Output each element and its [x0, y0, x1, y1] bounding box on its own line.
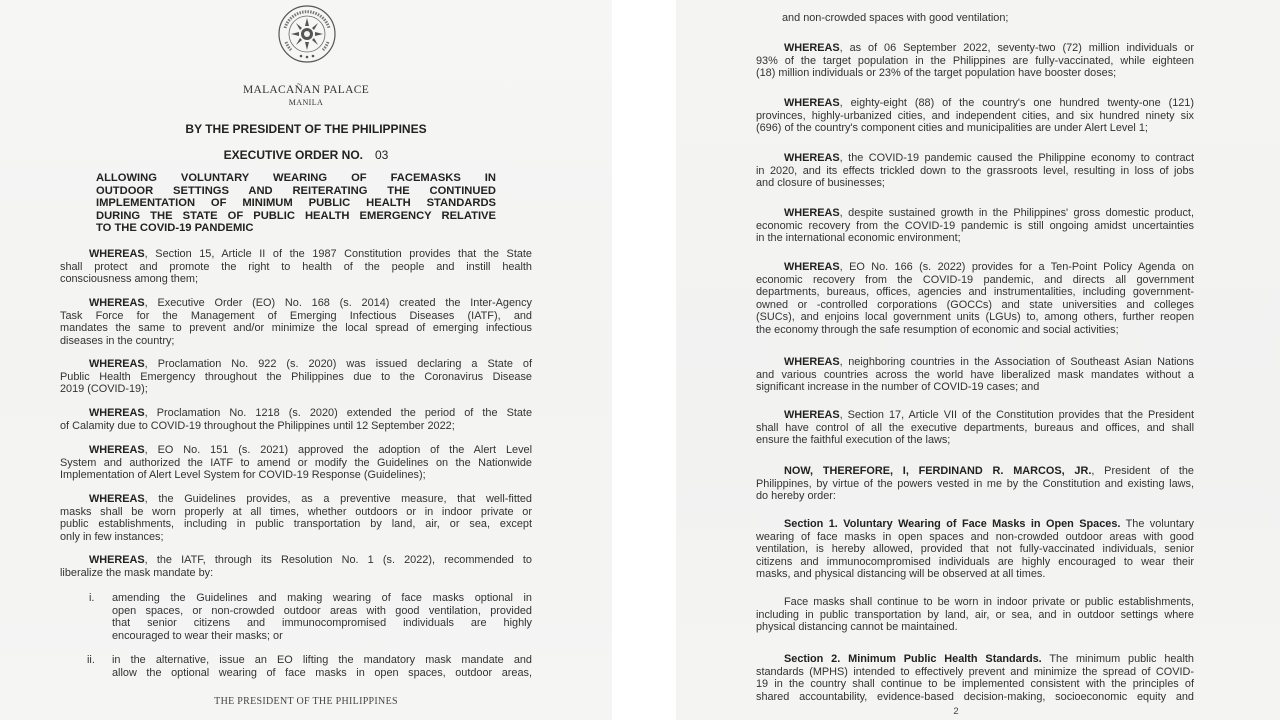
whereas-lead: WHEREAS [89, 444, 145, 456]
paragraph-line: , Proclamation No. 1218 (s. 2020) extended the period of the State [144, 407, 532, 419]
paragraph-line: standards (MPHS) intended to effectively prevent and minimize the spread of COVID- [756, 665, 1194, 678]
paragraph-line: , Section 17, Article VII of the Constitution provides that the President [839, 409, 1194, 421]
paragraph-line: and closure of businesses; [756, 177, 885, 190]
whereas-lead: WHEREAS [784, 42, 840, 54]
paragraph-line: masks shall be worn properly at all times, whether outdoors or in indoor private or [60, 505, 532, 518]
paragraph-line: owned or -controlled corporations (GOCCs) and state universities and colleges [756, 298, 1194, 311]
paragraph-line: including in public transportation by land, air, or sea, and in outdoor settings where [756, 608, 1194, 621]
paragraph-line: public establishments, including in public transportation by land, air, or sea, except [60, 518, 532, 531]
presidential-seal-icon [277, 4, 337, 64]
whereas-lead: WHEREAS [89, 358, 145, 370]
list-item-line: open spaces, or non-crowded outdoor areas with good ventilation, provided [112, 604, 532, 617]
paragraph-line: diseases in the country; [60, 334, 175, 347]
continuation-line: and non-crowded spaces with good ventilation; [782, 12, 1009, 24]
paragraph-line: Implementation of Alert Level System for COVID-19 Response (Guidelines); [60, 469, 426, 482]
document-page-1 [0, 0, 612, 720]
paragraph-line: Face masks shall continue to be worn in indoor private or public establishments, [784, 596, 1194, 608]
paragraph-line: consciousness among them; [60, 273, 199, 286]
whereas-lead: WHEREAS [89, 554, 145, 566]
section-1 [756, 518, 1194, 581]
whereas-lead: WHEREAS [784, 207, 840, 219]
paragraph-line: significant increase in the number of COVID-19 cases; and [756, 381, 1040, 394]
paragraph-line: departments, bureaus, offices, agencies and instrumentalities, including government- [756, 286, 1194, 299]
paragraph-line: in the international economic environment; [756, 232, 961, 245]
whereas-lead: WHEREAS [784, 97, 840, 109]
paragraph-line: , eighty-eight (88) of the country's one hundred twenty-one (121) [839, 97, 1194, 109]
ordering-lead: NOW, THEREFORE, I, FERDINAND R. MARCOS, JR. [784, 465, 1092, 477]
paragraph-line: , Proclamation No. 922 (s. 2020) was issued declaring a State of [144, 358, 532, 370]
whereas-paragraph [756, 409, 1194, 447]
paragraph-line: (SUCs), and enjoins local government units (LGUs) to, among others, further reopen [756, 311, 1194, 324]
paragraph-line: the economy through the safe resumption of economic and social activities; [756, 323, 1119, 336]
paragraph-line: wearing of face masks in open spaces and non-crowded outdoor areas with good [756, 530, 1194, 543]
paragraph-line: 19 in the country shall continue to be implemented consistent with the principles of [756, 678, 1194, 691]
title-line: DURING THE STATE OF PUBLIC HEALTH EMERGENCY RELATIVE [96, 209, 496, 222]
title-line: TO THE COVID-19 PANDEMIC [96, 222, 254, 234]
paragraph-line: , EO No. 151 (s. 2021) approved the adoption of the Alert Level [144, 444, 532, 456]
paragraph-line: provinces, highly-urbanized cities, and independent cities, and six hundred ninety six [756, 109, 1194, 122]
paragraph-line: in 2020, and its effects trickled down to the grassroots level, resulting in loss of jobs [756, 164, 1194, 177]
ordering-clause [756, 465, 1194, 503]
paragraph-line: , despite sustained growth in the Philippines' gross domestic product, [839, 207, 1194, 219]
paragraph-line: , Executive Order (EO) No. 168 (s. 2014) created the Inter-Agency [144, 297, 532, 309]
whereas-lead: WHEREAS [784, 152, 840, 164]
list-marker: i. [89, 592, 95, 604]
list-item [112, 592, 532, 642]
paragraph-line: and various countries across the world have liberalized mask mandates without a [756, 368, 1194, 381]
whereas-paragraph [756, 42, 1194, 80]
list-item-line: in the alternative, issue an EO lifting the mandatory mask mandate and [112, 654, 532, 666]
whereas-paragraph [60, 297, 532, 347]
issuer-line: BY THE PRESIDENT OF THE PHILIPPINES [185, 122, 427, 136]
whereas-paragraph [60, 358, 532, 396]
paragraph-line: , President of the [1091, 465, 1194, 477]
order-heading [0, 148, 612, 162]
paragraph-line: 93% of the target population in the Philippines are fully-vaccinated, while eighteen [756, 54, 1194, 67]
whereas-paragraph [60, 554, 532, 579]
paragraph-line: shared accountability, evidence-based decision-making, socioeconomic equity and [756, 690, 1194, 703]
paragraph-line: , the IATF, through its Resolution No. 1 (s. 2022), recommended to [144, 554, 532, 566]
order-number: 03 [375, 148, 389, 162]
title-line: OUTDOOR SETTINGS AND REITERATING THE CONTINUED [96, 184, 496, 197]
whereas-lead: WHEREAS [89, 248, 145, 260]
whereas-paragraph [756, 97, 1194, 135]
page-footer: THE PRESIDENT OF THE PHILIPPINES [214, 696, 398, 707]
whereas-paragraph [60, 407, 532, 432]
whereas-lead: WHEREAS [89, 493, 145, 505]
whereas-paragraph [756, 207, 1194, 245]
paragraph-line: , the Guidelines provides, as a preventive measure, that well-fitted [144, 493, 532, 505]
paragraph-line: , neighboring countries in the Association of Southeast Asian Nations [839, 356, 1194, 368]
paragraph-line: (18) million individuals or 23% of the target population have booster doses; [756, 67, 1117, 80]
list-marker: ii. [87, 654, 95, 666]
whereas-paragraph [60, 444, 532, 482]
whereas-paragraph [60, 248, 532, 286]
list-item [112, 654, 532, 679]
whereas-paragraph [756, 261, 1194, 337]
list-item-line: amending the Guidelines and making wearing of face masks optional in [112, 592, 532, 604]
paragraph-line: The minimum public health [1041, 653, 1194, 665]
palace-name: MALACAÑAN PALACE [242, 84, 370, 96]
paragraph-line: 2019 (COVID-19); [60, 383, 148, 396]
whereas-lead: WHEREAS [89, 297, 145, 309]
paragraph-line: do hereby order: [756, 490, 836, 503]
paragraph-line: Public Health Emergency throughout the Philippines due to the Coronavirus Disease [60, 370, 532, 383]
paragraph-line: The voluntary [1120, 518, 1194, 530]
whereas-lead: WHEREAS [784, 356, 840, 368]
paragraph-line: citizens and immunocompromised individuals are highly encouraged to wear their [756, 555, 1194, 568]
page-number: 2 [953, 706, 959, 717]
paragraph-line: , as of 06 September 2022, seventy-two (72) million individuals or [839, 42, 1194, 54]
paragraph-line: liberalize the mask mandate by: [60, 566, 214, 579]
title-line: ALLOWING VOLUNTARY WEARING OF FACEMASKS IN [96, 172, 496, 184]
whereas-lead: WHEREAS [784, 261, 840, 273]
whereas-paragraph [60, 493, 532, 543]
paragraph-line: , the COVID-19 pandemic caused the Philippine economy to contract [839, 152, 1194, 164]
section-heading: Section 2. Minimum Public Health Standards. [784, 653, 1042, 665]
whereas-paragraph [756, 356, 1194, 394]
paragraph-line: (696) of the country's component cities and municipalities are under Alert Level 1; [756, 122, 1148, 135]
paragraph-line: masks, and physical distancing will be observed at all times. [756, 568, 1046, 581]
paragraph-line: shall have control of all the executive departments, bureaus and offices, and shall [756, 421, 1194, 434]
whereas-lead: WHEREAS [89, 407, 145, 419]
paragraph-line: , Section 15, Article II of the 1987 Constitution provides that the State [144, 248, 532, 260]
list-item-line: allow the optional wearing of face masks in open spaces, outdoor areas, [112, 666, 532, 679]
whereas-lead: WHEREAS [784, 409, 840, 421]
section-1-paragraph-2 [756, 596, 1194, 634]
paragraph-line: Task Force for the Management of Emerging Infectious Diseases (IATF), and [60, 309, 532, 322]
list-item-line: encouraged to wear their masks; or [112, 629, 283, 642]
paragraph-line: economic recovery from the COVID-19 pandemic, and directs all government [756, 273, 1194, 286]
order-label: EXECUTIVE ORDER NO. [223, 148, 363, 162]
paragraph-line: System and authorized the IATF to amend or modify the Guidelines on the Nationwide [60, 456, 532, 469]
palace-city: MANILA [288, 98, 324, 107]
paragraph-line: only in few instances; [60, 530, 164, 543]
paragraph-line: of Calamity due to COVID-19 throughout the Philippines until 12 September 2022; [60, 419, 455, 432]
section-heading: Section 1. Voluntary Wearing of Face Masks in Open Spaces. [784, 518, 1121, 530]
paragraph-line: ventilation, is hereby allowed, provided that not fully-vaccinated individuals, senior [756, 543, 1194, 556]
section-2 [756, 653, 1194, 703]
paragraph-line: , EO No. 166 (s. 2022) provides for a Ten-Point Policy Agenda on [839, 261, 1194, 273]
paragraph-line: economic recovery from the COVID-19 pandemic is still ongoing amidst uncertainties [756, 219, 1194, 232]
list-item-line: that senior citizens and immunocompromised individuals are highly [112, 617, 532, 630]
paragraph-line: physical distancing cannot be maintained. [756, 621, 958, 634]
title-line: IMPLEMENTATION OF MINIMUM PUBLIC HEALTH STANDARDS [96, 197, 496, 209]
paragraph-line: shall protect and promote the right to health of the people and instill health [60, 260, 532, 273]
paragraph-line: mandates the same to prevent and/or minimize the local spread of emerging infectious [60, 322, 532, 335]
paragraph-line: Philippines, by virtue of the powers vested in me by the Constitution and existing laws, [756, 477, 1194, 490]
paragraph-line: ensure the faithful execution of the laws; [756, 434, 951, 447]
whereas-paragraph [756, 152, 1194, 190]
